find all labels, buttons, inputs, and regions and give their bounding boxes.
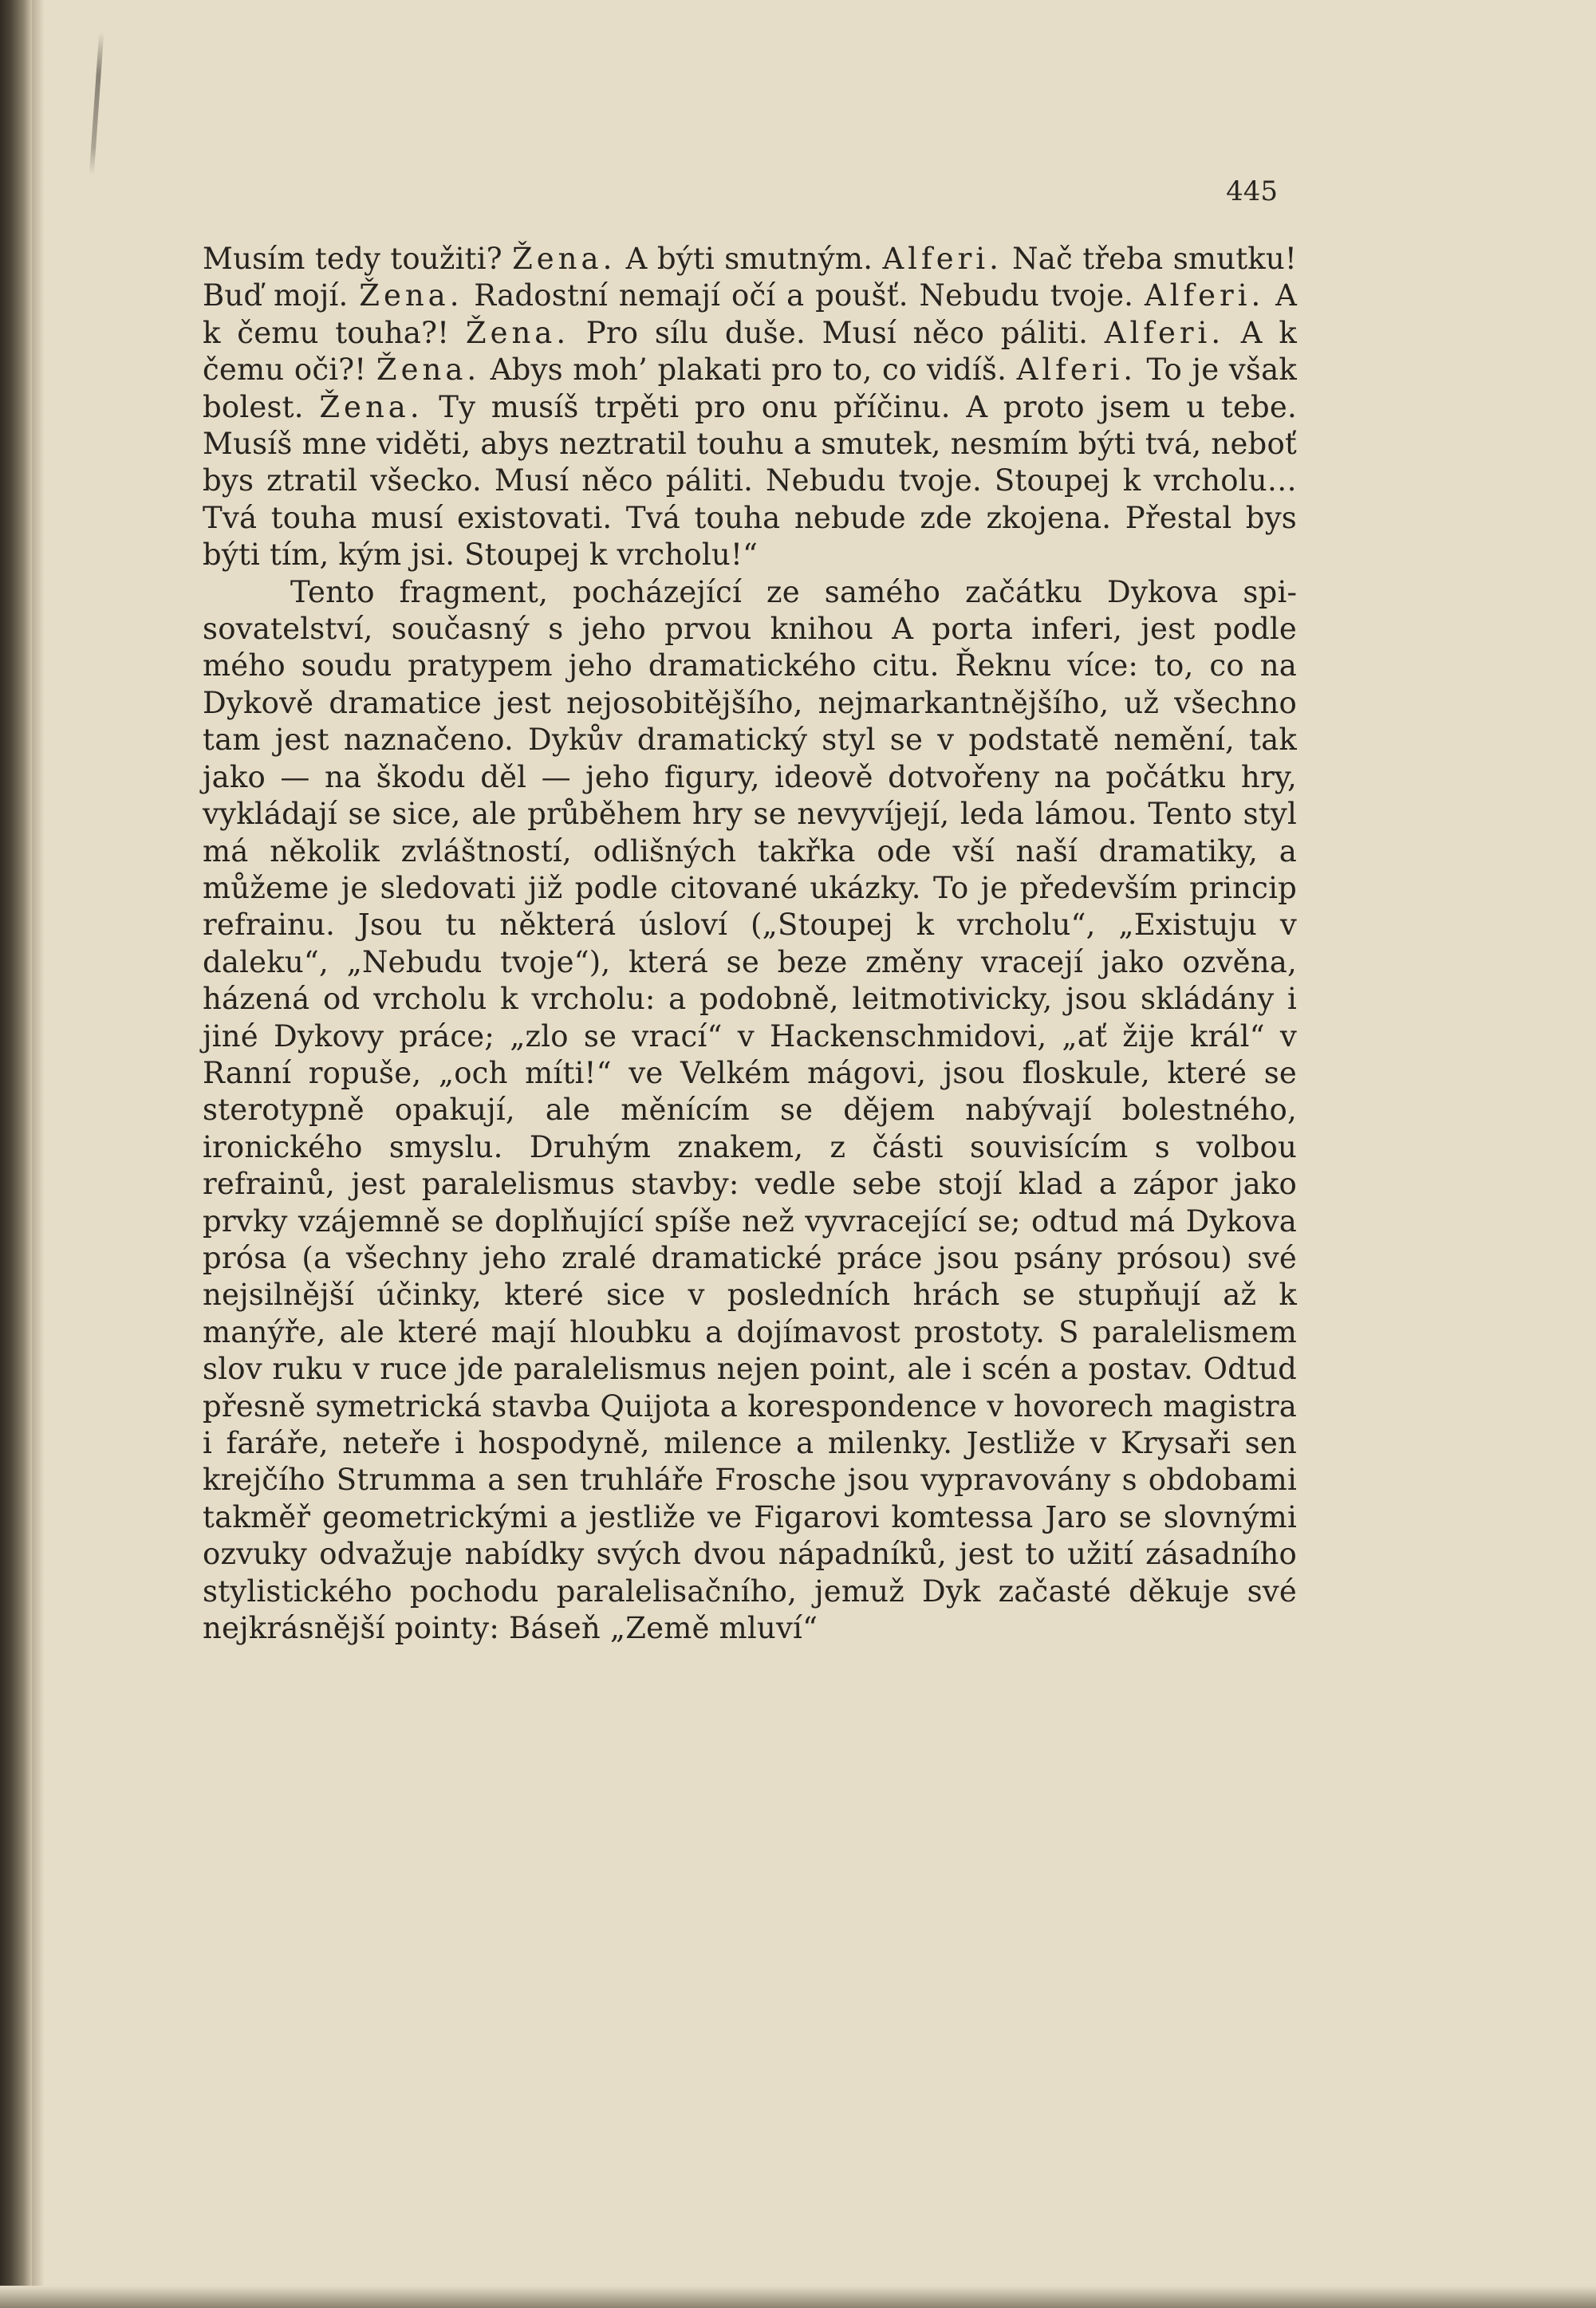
speaker-name: Žena. bbox=[376, 353, 481, 388]
commentary-paragraph bbox=[203, 574, 1297, 1648]
page-number: 445 bbox=[1226, 175, 1278, 207]
text-run: Ty musíš trpěti pro onu příčinu. A proto jsem u tebe. Musíš mne viděti, abys neztratil touhu a smutek, nesmím býti tvá, neboť bys ztratil všecko. Musí něco páliti. Nebudu tvoje. Stoupej k vrcholu… Tvá touha musí existovati. Tvá touha nebude zde zkojena. Přestal bys býti tím, kým jsi. Stoupej k vrcholu!“ bbox=[203, 389, 1297, 573]
speaker-name: Žena. bbox=[512, 242, 617, 276]
text-run: Nač třeba smutku! Buď mojí. bbox=[203, 242, 1297, 313]
page-bottom-edge bbox=[0, 2286, 1596, 2308]
text-run: A k čemu touha?! bbox=[203, 278, 1297, 350]
text-run: To je však bolest. bbox=[203, 353, 1297, 424]
text-run: Musím tedy toužiti? bbox=[203, 242, 513, 276]
speaker-name: Žena. bbox=[359, 278, 463, 313]
speaker-name: Alferi. bbox=[1016, 353, 1137, 388]
text-run: A k čemu oči?! bbox=[203, 315, 1297, 388]
book-binding-shadow bbox=[0, 0, 32, 2308]
speaker-name: Alferi. bbox=[1104, 315, 1225, 350]
body-text bbox=[203, 241, 1297, 1647]
text-run: Tento fragment, pocházející ze samého začátku Dykova spisovatelství, současný s jeho prvou knihou A porta inferi, jest podle mého soudu pratypem jeho dramatického citu. Řeknu více: to, co na Dykově dramatice jest nejosobitějšího, nejmarkantnějšího, už všechno tam jest naznačeno. Dykův dramatický styl se v podstatě nemění, tak jako — na škodu děl — jeho figury, ideově dotvořeny na počátku hry, vykládají se sice, ale průběhem hry se nevyvíjejí, leda lámou. Tento styl má několik zvláštností, odlišných takřka ode vší naší dramatiky, a můžeme je sledovati již podle citované ukázky. To je především princip refrainu. Jsou tu některá úsloví („Stoupej k vrcholu“, „Existuju v daleku“, „Nebudu tvoje“), která se beze změny vracejí jako ozvěna, házená od vrcholu k vrcholu: a podobně, leitmotivicky, jsou skládány i jiné Dykovy práce; „zlo se vrací“ v Hackenschmidovi, „ať žije král“ v Ranní ropuše, „och míti!“ ve Velkém mágovi, jsou floskule, které se sterotypně opakují, ale měnícím se dějem nabývají bolestného, ironického smyslu. Druhým znakem, z části souvisícím s volbou refrainů, jest paralelismus stavby: vedle sebe stojí klad a zápor jako prvky vzájemně se doplňující spíše než vyvracející se; odtud má Dykova prósa (a všechny jeho zralé dramatické práce jsou psány prósou) své nejsilnější účinky, které sice v posledních hrách se stupňují až k manýře, ale které mají hloubku a dojímavost prostoty. S paralelismem slov ruku v ruce jde paralelismus nejen point, ale i scén a postav. Odtud přesně symetrická stavba Quijota a korespondence v hovorech magistra i faráře, neteře i hospodyně, milence a milenky. Jestliže v Krysaři sen krejčího Strumma a sen truhláře Frosche jsou vypravovány s obdobami takměř geometrickými a jestliže ve Figarovi komtessa Jaro se slovnými ozvuky odvažuje nabídky svých dvou nápadníků, jest to užití zásadního stylistického pochodu paralelisačního, jemuž Dyk začasté děkuje své nejkrásnější pointy: Báseň „Země mluví“ bbox=[203, 574, 1297, 1646]
speaker-name: Žena. bbox=[465, 315, 570, 350]
text-run: Radostní nemají očí a poušť. Nebudu tvoje. bbox=[463, 278, 1145, 313]
pencil-mark bbox=[89, 32, 104, 175]
page-gutter bbox=[32, 0, 45, 2308]
text-run: Abys moh’ plakati pro to, co vidíš. bbox=[480, 353, 1017, 388]
text-run: A býti smutným. bbox=[616, 242, 883, 276]
speaker-name: Alferi. bbox=[1144, 278, 1265, 313]
speaker-name: Alferi. bbox=[882, 242, 1003, 276]
speaker-name: Žena. bbox=[319, 389, 424, 424]
text-run: Pro sílu duše. Musí něco páliti. bbox=[569, 315, 1105, 350]
dialogue-paragraph bbox=[203, 241, 1297, 574]
